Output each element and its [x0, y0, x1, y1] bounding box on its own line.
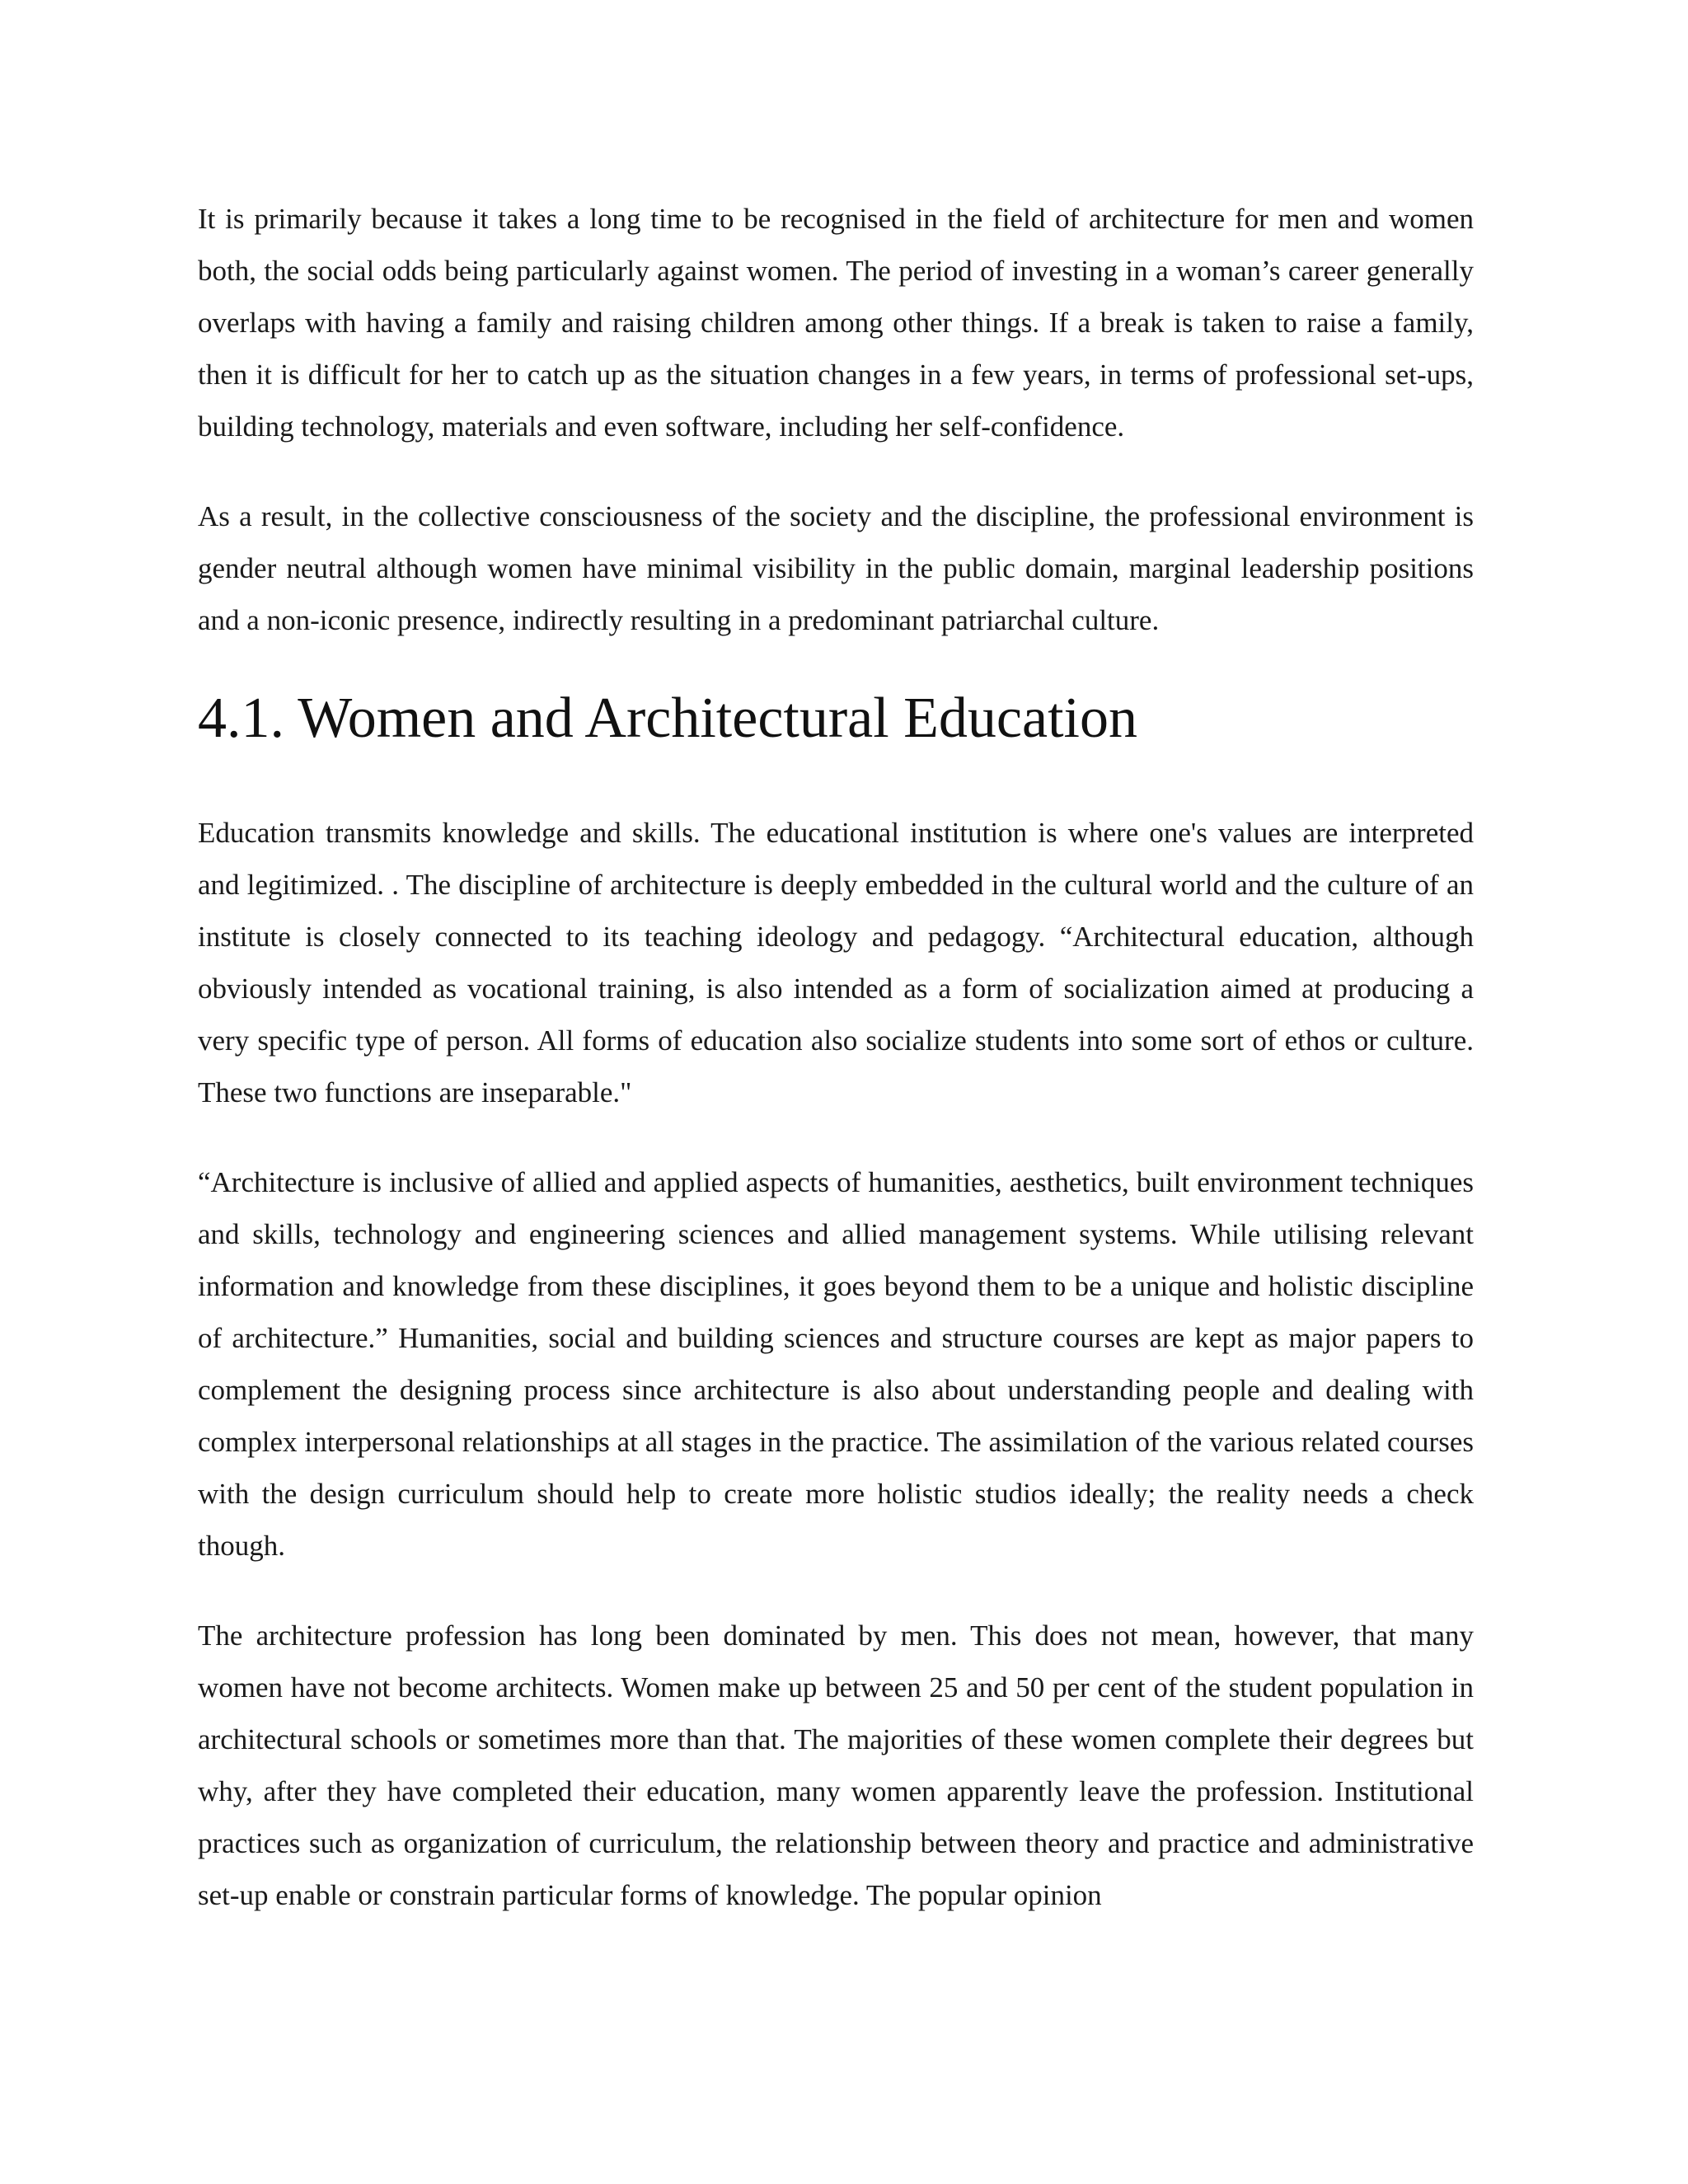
paragraph-recognition-time: It is primarily because it takes a long time to be recognised in the field of architecture for men and women both, the social odds being particularly against women. The period of investing in a woman’s career generally overlaps with having a family and raising children among other things. If a break is taken to raise a family, then it is difficult for her to catch up as the situation changes in a few years, in terms of professional set-ups, building technology, materials and even software, including her self-confidence. [198, 203, 1474, 443]
paragraph-education-transmits: Education transmits knowledge and skills. The educational institution is where one's values are interpreted and legitimized. . The discipline of architecture is deeply embedded in the cultural world and the culture of an institute is closely connected to its teaching ideology and pedagogy. “Architectural education, although obviously intended as vocational training, is also intended as a form of socialization aimed at producing a very specific type of person. All forms of education also socialize students into some sort of ethos or culture. These two functions are inseparable." [198, 817, 1474, 1108]
paragraph-profession-dominated: The architecture profession has long been dominated by men. This does not mean, however, that many women have not become architects. Women make up between 25 and 50 per cent of the student population in architectural schools or sometimes more than that. The majorities of these women complete their degrees but why, after they have completed their education, many women apparently leave the profession. Institutional practices such as organization of curriculum, the relationship between theory and practice and administrative set-up enable or constrain particular forms of knowledge. The popular opinion [198, 1619, 1474, 1911]
paragraph-collective-consciousness: As a result, in the collective consciousness of the society and the discipline, the professional environment is gender neutral although women have minimal visibility in the public domain, marginal leadership positions and a non-iconic presence, indirectly resulting in a predominant patriarchal culture. [198, 500, 1474, 636]
section-heading: 4.1. Women and Architectural Education [198, 687, 1137, 750]
paragraph-architecture-inclusive: “Architecture is inclusive of allied and applied aspects of humanities, aesthetics, built environment techniques and skills, technology and engineering sciences and allied management systems. While utilising relevant information and knowledge from these disciplines, it goes beyond them to be a unique and holistic discipline of architecture.” Humanities, social and building sciences and structure courses are kept as major papers to complement the designing process since architecture is also about understanding people and dealing with complex interpersonal relationships at all stages in the practice. The assimilation of the various related courses with the design curriculum should help to create more holistic studios ideally; the reality needs a check though. [198, 1166, 1474, 1562]
page-content [198, 193, 1474, 1959]
